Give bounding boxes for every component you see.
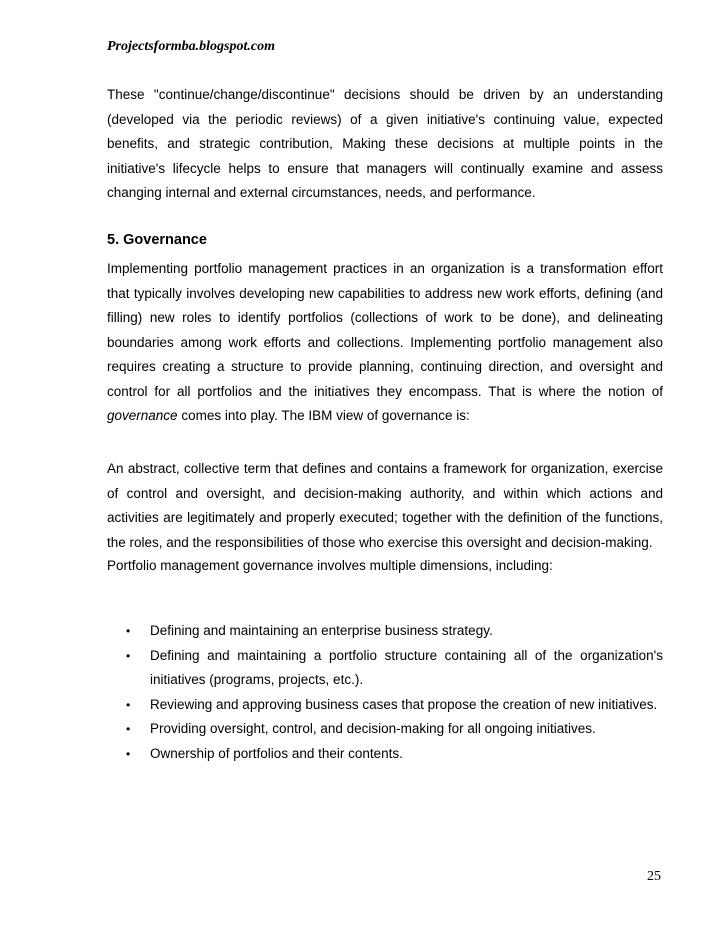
paragraph-ibm-definition: An abstract, collective term that defines and contains a framework for organization, exercise of control and oversight, and decision-making authority, and within which actions and activities are legitimately and properly executed; together with the definition of the functions, the roles, and the responsibilities of those who exercise this oversight and decision-making. bbox=[107, 461, 663, 550]
bullet-icon: • bbox=[126, 722, 131, 736]
list-item bbox=[107, 644, 663, 693]
section-heading: 5. Governance bbox=[107, 232, 207, 248]
list-item bbox=[107, 693, 663, 718]
page-number: 25 bbox=[647, 869, 661, 884]
list-item-text: Defining and maintaining an enterprise business strategy. bbox=[150, 623, 493, 638]
list-item bbox=[107, 742, 663, 767]
paragraph-decisions: These "continue/change/discontinue" decisions should be driven by an understanding (developed via the periodic reviews) of a given initiative's continuing value, expected benefits, and strategic contribution, Making these decisions at multiple points in the initiative's lifecycle helps to ensure that managers will continually examine and assess changing internal and external circumstances, needs, and performance. bbox=[107, 87, 663, 200]
bullet-icon: • bbox=[126, 697, 131, 712]
paragraph-text: comes into play. The IBM view of governance is: bbox=[177, 408, 470, 423]
list-item-text: Ownership of portfolios and their contents. bbox=[150, 745, 403, 761]
emphasis-governance: governance bbox=[107, 408, 178, 423]
page-header: Projectsformba.blogspot.com bbox=[107, 39, 275, 54]
bullet-icon: • bbox=[126, 648, 131, 663]
bullet-icon: • bbox=[126, 746, 131, 761]
bullet-icon: • bbox=[126, 624, 131, 638]
list-item bbox=[107, 619, 663, 644]
list-item-text: Reviewing and approving business cases that propose the creation of new initiatives. bbox=[150, 696, 658, 712]
list-item-text: Providing oversight, control, and decision-making for all ongoing initiatives. bbox=[150, 721, 596, 736]
paragraph-text: Implementing portfolio management practices in an organization is a transformation effort that typically involves developing new capabilities to address new work efforts, defining (and filling) new roles to identify portfolios (collections of work to be done), and delineating boundaries among work efforts and collections. Implementing portfolio management also requires creating a structure to provide planning, continuing direction, and oversight and control for all portfolios and the initiatives they encompass. That is where the notion of bbox=[107, 261, 663, 399]
governance-dimensions-list bbox=[107, 619, 663, 766]
list-item-text: Defining and maintaining a portfolio structure containing all of the organization's initiatives (programs, projects, etc.). bbox=[150, 647, 663, 687]
list-item bbox=[107, 717, 663, 742]
paragraph-dimensions-intro: Portfolio management governance involves multiple dimensions, including: bbox=[107, 558, 553, 573]
paragraph-governance-intro bbox=[107, 257, 663, 429]
